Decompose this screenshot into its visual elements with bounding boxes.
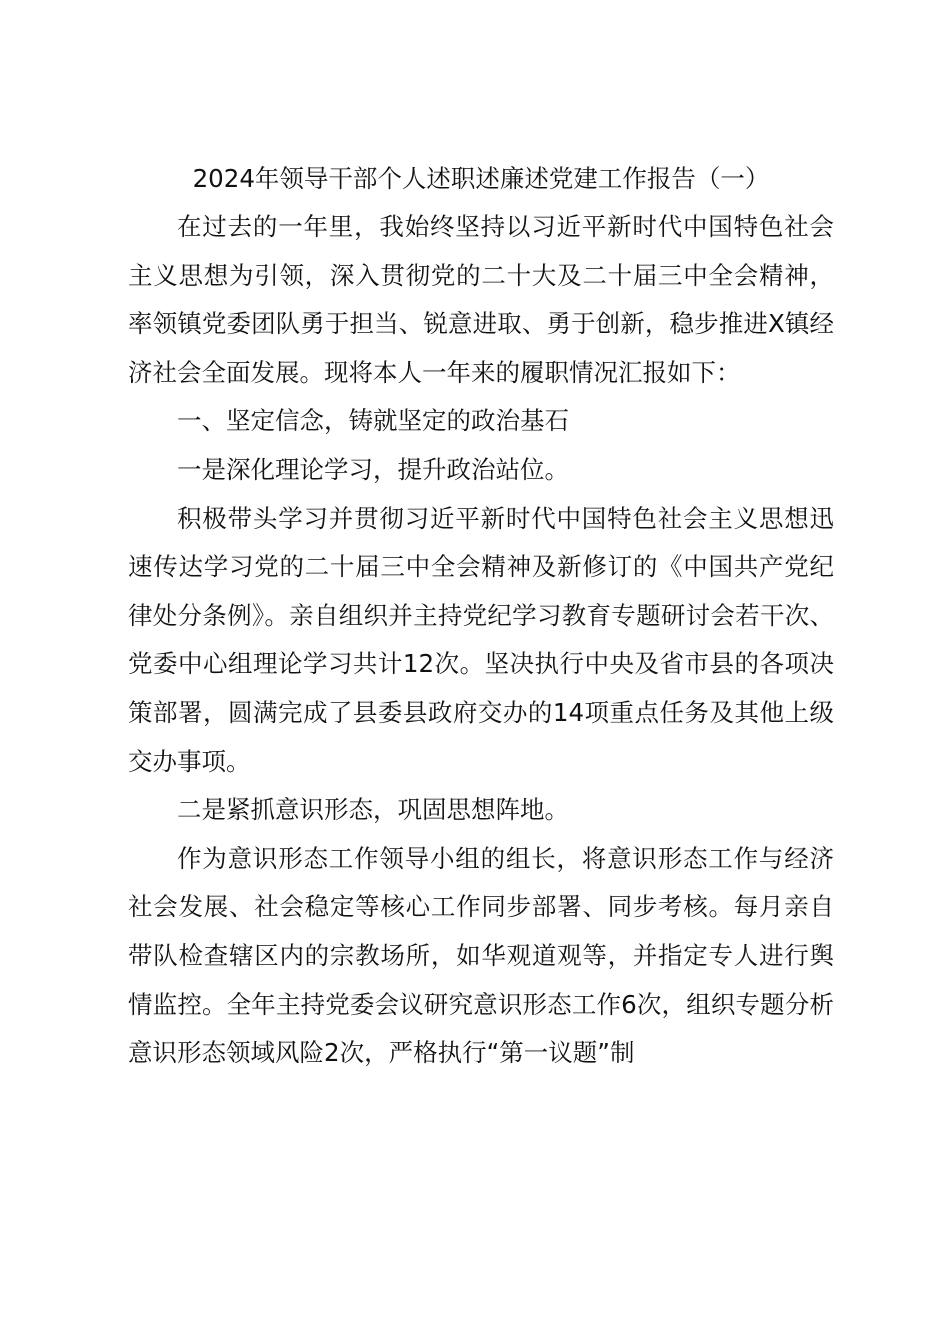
body-paragraph-1: 积极带头学习并贯彻习近平新时代中国特色社会主义思想迅速传达学习党的二十届三中全会精神及新修订的《中国共产党纪律处分条例》。亲自组织并主持党纪学习教育专题研讨会若干次、党委中心组理论学习共计12次。坚决执行中央及省市县的各项决策部署，圆满完成了县委县政府交办的14项重点任务及其他上级交办事项。 (128, 503, 834, 776)
body-paragraph-2: 作为意识形态工作领导小组的组长，将意识形态工作与经济社会发展、社会稳定等核心工作同步部署、同步考核。每月亲自带队检查辖区内的宗教场所，如华观道观等，并指定专人进行舆情监控。全年主持党委会议研究意识形态工作6次，组织专题分析意识形态领域风险2次，严格执行“第一议题”制 (128, 843, 834, 1068)
section-heading-1: 一、坚定信念，铸就坚定的政治基石 (177, 406, 569, 436)
document-title: 2024年领导干部个人述职述廉述党建工作报告（一） (192, 164, 770, 193)
subheading-1: 一是深化理论学习，提升政治站位。 (177, 454, 569, 484)
document-body (128, 160, 834, 1078)
subheading-2: 二是紧抓意识形态，巩固思想阵地。 (177, 795, 569, 825)
intro-paragraph: 在过去的一年里，我始终坚持以习近平新时代中国特色社会主义思想为引领，深入贯彻党的二十大及二十届三中全会精神，率领镇党委团队勇于担当、锐意进取、勇于创新，稳步推进X镇经济社会全面发展。现将本人一年来的履职情况汇报如下： (128, 212, 834, 387)
